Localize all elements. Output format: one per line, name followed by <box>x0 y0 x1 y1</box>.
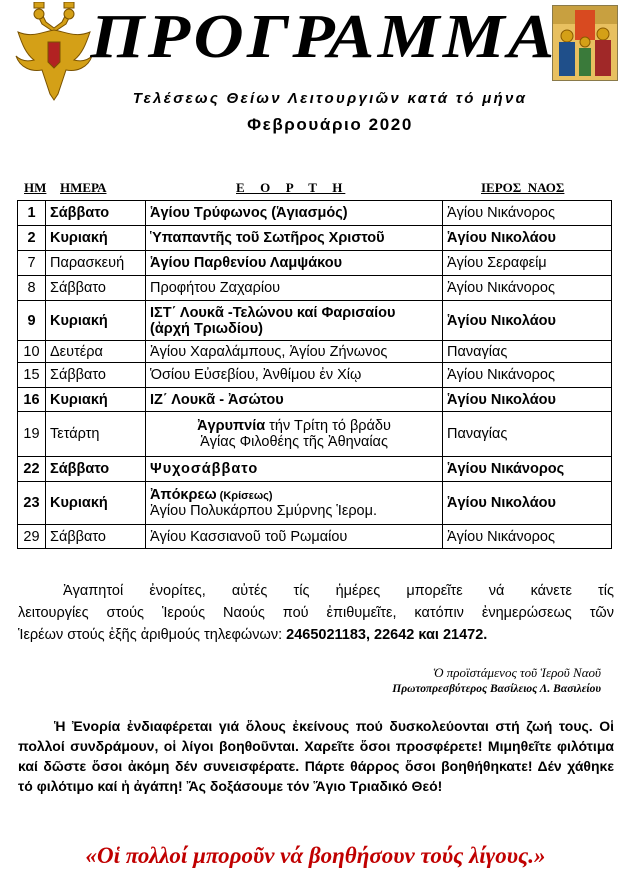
day-number: 16 <box>18 388 46 412</box>
day-name: Κυριακή <box>46 388 146 412</box>
vigil-label: Ἀγρυπνία <box>197 418 266 434</box>
feast-line <box>150 487 438 503</box>
day-number: 23 <box>18 482 46 525</box>
church: Ἁγίου Νικολάου <box>443 482 612 525</box>
table-row <box>18 251 612 276</box>
column-header-church: ΙΕΡΟΣ ΝΑΟΣ <box>481 180 565 195</box>
feast: Ψυχοσάββατο <box>146 457 443 482</box>
day-number: 22 <box>18 457 46 482</box>
feast: Ἁγίου Χαραλάμπους, Ἁγίου Ζήνωνος <box>146 341 443 363</box>
day-number: 1 <box>18 201 46 226</box>
church: Ἁγίου Νικάνορος <box>443 525 612 549</box>
feast: Ἁγίου Κασσιανοῦ τοῦ Ρωμαίου <box>146 525 443 549</box>
table-row <box>18 341 612 363</box>
church: Ἁγίου Νικάνορος <box>443 363 612 388</box>
church: Ἁγίου Νικάνορος <box>443 201 612 226</box>
day-name: Σάββατο <box>46 457 146 482</box>
table-row <box>18 276 612 301</box>
signature-name: Πρωτοπρεσβύτερος Βασίλειος Λ. Βασιλείου <box>392 683 601 695</box>
feast: Ἁγίου Τρύφωνος (Ἁγιασμός) <box>146 201 443 226</box>
feast-line-2: Ἁγίας Φιλοθέης τῆς Ἀθηναίας <box>200 434 388 450</box>
feast: ΙΖ΄ Λουκᾶ - Ἀσώτου <box>146 388 443 412</box>
church: Ἁγίου Νικολάου <box>443 226 612 251</box>
page-title: ΠΡΟΓΡΑΜΜΑ <box>90 3 558 71</box>
day-name: Κυριακή <box>46 482 146 525</box>
table-row <box>18 301 612 341</box>
feast-title: Ἀπόκρεω <box>150 487 217 503</box>
day-number: 29 <box>18 525 46 549</box>
church: Ἁγίου Νικάνορος <box>443 457 612 482</box>
phone-numbers: 2465021183, 22642 και 21472. <box>286 627 488 643</box>
church: Ἁγίου Νικολάου <box>443 388 612 412</box>
day-number: 15 <box>18 363 46 388</box>
month-heading: Φεβρουάριο 2020 <box>247 115 413 134</box>
church: Ἁγίου Νικάνορος <box>443 276 612 301</box>
feast-line-2: Ἁγίου Πολυκάρπου Σμύρνης Ἱερομ. <box>150 503 378 519</box>
day-number: 8 <box>18 276 46 301</box>
appeal-text: Ἡ Ἐνορία ἐνδιαφέρεται γιά ὅλους ἐκείνους πού δυσκολεύονται στή ζωή τους. Οἱ πολλοί συνδράμουν, οἱ λίγοι βοηθοῦνται. Χαρεῖτε ὅσοι προσφέρετε! Μιμηθεῖτε φιλότιμα καί δῶστε ὅσοι ἀκόμη δέν συνεισφέρατε. Πάρτε θάρρος ὅσοι βοηθήθηκατε! Δέν χάθηκε τό φιλότιμο καί ἡ ἀγάπη! Ἄς δοξάσουμε τόν Ἅγιο Τριαδικό Θεό! <box>18 718 614 794</box>
notice-line-3 <box>18 624 614 646</box>
column-header-feast: Ε Ο Ρ Τ Η <box>236 180 346 195</box>
day-name: Παρασκευή <box>46 251 146 276</box>
day-number: 7 <box>18 251 46 276</box>
table-row <box>18 363 612 388</box>
feast: Ὁσίου Εὐσεβίου, Ἀνθίμου ἐν Χίῳ <box>146 363 443 388</box>
day-name: Τετάρτη <box>46 412 146 457</box>
column-header-day-name: ΗΜΕΡΑ <box>60 180 107 195</box>
day-number: 9 <box>18 301 46 341</box>
day-name: Σάββατο <box>46 201 146 226</box>
table-row <box>18 525 612 549</box>
appeal-paragraph <box>18 716 614 796</box>
feast: Ἁγίου Παρθενίου Λαμψάκου <box>146 251 443 276</box>
day-name: Σάββατο <box>46 276 146 301</box>
feast-line: ΙΣΤ΄ Λουκᾶ -Τελώνου καί Φαρισαίου <box>150 304 396 321</box>
table-row <box>18 482 612 525</box>
day-number: 19 <box>18 412 46 457</box>
schedule-table <box>17 200 612 549</box>
notice-line-1: Ἀγαπητοί ἐνορίτες, αὐτές τίς ἡμέρες μπορεῖτε νά κάνετε τίς <box>63 583 614 599</box>
feast: Ὑπαπαντῆς τοῦ Σωτῆρος Χριστοῦ <box>146 226 443 251</box>
feast: Προφήτου Ζαχαρίου <box>146 276 443 301</box>
table-row <box>18 457 612 482</box>
church: Παναγίας <box>443 412 612 457</box>
church: Ἁγίου Νικολάου <box>443 301 612 341</box>
slogan: «Οἱ πολλοί μποροῦν νά βοηθήσουν τούς λίγους.» <box>85 843 546 868</box>
signature-role: Ὁ προϊστάμενος τοῦ Ἱεροῦ Ναοῦ <box>432 665 601 680</box>
feast-line-rest: τήν Τρίτη τό βράδυ <box>265 418 391 434</box>
day-name: Δευτέρα <box>46 341 146 363</box>
day-name: Κυριακή <box>46 226 146 251</box>
table-row <box>18 412 612 457</box>
feast-line-2: (ἀρχή Τριωδίου) <box>150 320 263 337</box>
subtitle: Τελέσεως Θείων Λειτουργιῶν κατά τό μήνα <box>132 90 528 107</box>
table-row <box>18 388 612 412</box>
feast <box>146 482 443 525</box>
day-number: 2 <box>18 226 46 251</box>
feast-note: (Κρίσεως) <box>216 490 273 502</box>
day-name: Κυριακή <box>46 301 146 341</box>
notice-line-3-text: Ἱερέων στούς ἑξῆς ἀριθμούς τηλεφώνων: <box>18 627 287 643</box>
day-number: 10 <box>18 341 46 363</box>
feast-line <box>150 418 438 434</box>
feast <box>146 301 443 341</box>
church: Ἁγίου Σεραφείμ <box>443 251 612 276</box>
notice-paragraph <box>18 580 614 646</box>
day-name: Σάββατο <box>46 525 146 549</box>
church: Παναγίας <box>443 341 612 363</box>
table-row <box>18 226 612 251</box>
notice-line-2: λειτουργίες στούς Ἱερούς Ναούς πού ἐπιθυμεῖτε, κατόπιν ἐνημερώσεως τῶν <box>18 605 614 621</box>
table-row <box>18 201 612 226</box>
column-header-day-number: ΗΜ <box>24 180 47 195</box>
feast <box>146 412 443 457</box>
day-name: Σάββατο <box>46 363 146 388</box>
